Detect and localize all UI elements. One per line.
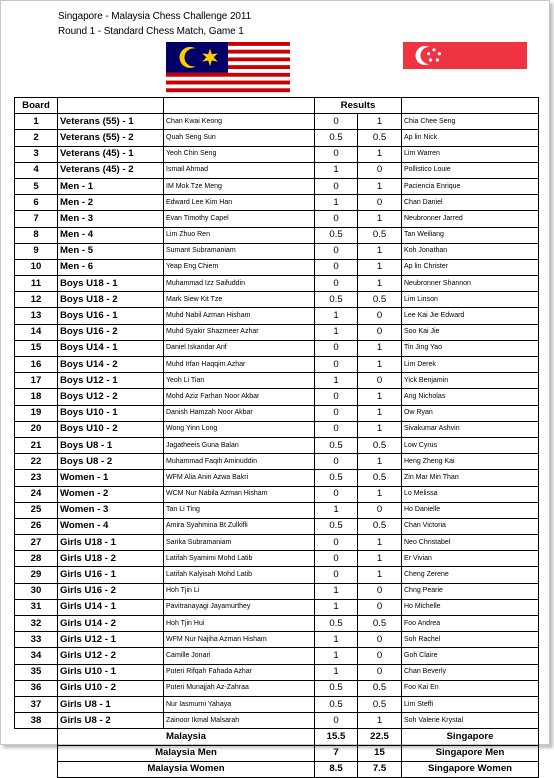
table-row xyxy=(15,454,539,470)
malaysia-player: WCM Nur Nabila Azman Hisham xyxy=(164,486,315,502)
board-number: 8 xyxy=(15,227,58,243)
table-row xyxy=(15,616,539,632)
total-score-singapore: 7.5 xyxy=(358,761,402,777)
malaysia-player: Sarika Subramaniam xyxy=(164,535,315,551)
table-row xyxy=(15,276,539,292)
malaysia-score: 1 xyxy=(315,583,358,599)
malaysia-player: Latifah Kalyisah Mohd Latib xyxy=(164,567,315,583)
malaysia-score: 0 xyxy=(315,454,358,470)
team-category: Boys U18 - 1 xyxy=(58,276,164,292)
singapore-score: 0.5 xyxy=(358,292,402,308)
singapore-score: 0 xyxy=(358,664,402,680)
malaysia-player: Ismail Ahmad xyxy=(164,162,315,178)
table-row xyxy=(15,227,539,243)
malaysia-score: 0.5 xyxy=(315,616,358,632)
table-row xyxy=(15,502,539,518)
singapore-score: 1 xyxy=(358,211,402,227)
malaysia-player: Muhd Nabil Azman Hisham xyxy=(164,308,315,324)
singapore-score: 1 xyxy=(358,340,402,356)
malaysia-score: 0 xyxy=(315,421,358,437)
board-number: 31 xyxy=(15,599,58,615)
results-table-body xyxy=(15,98,539,778)
malaysia-score: 0 xyxy=(315,276,358,292)
singapore-score: 0.5 xyxy=(358,696,402,712)
team-category: Girls U8 - 1 xyxy=(58,696,164,712)
table-row xyxy=(15,324,539,340)
singapore-player: Lee Kai Jie Edward xyxy=(402,308,539,324)
singapore-player: Koh Jonathan xyxy=(402,243,539,259)
table-row xyxy=(15,599,539,615)
singapore-player: Neubronner Jarred xyxy=(402,211,539,227)
team-category: Girls U16 - 2 xyxy=(58,583,164,599)
board-number: 33 xyxy=(15,632,58,648)
table-row xyxy=(15,632,539,648)
singapore-score: 0 xyxy=(358,583,402,599)
board-number: 10 xyxy=(15,259,58,275)
total-label-singapore: Singapore Women xyxy=(402,761,539,777)
team-category: Boys U14 - 2 xyxy=(58,357,164,373)
team-category: Boys U18 - 2 xyxy=(58,292,164,308)
table-row xyxy=(15,308,539,324)
team-category: Women - 4 xyxy=(58,518,164,534)
singapore-score: 0.5 xyxy=(358,680,402,696)
table-row xyxy=(15,664,539,680)
total-label-malaysia: Malaysia xyxy=(58,729,315,745)
singapore-score: 1 xyxy=(358,421,402,437)
malaysia-score: 0 xyxy=(315,486,358,502)
singapore-player: Ang Nicholas xyxy=(402,389,539,405)
malaysia-player: Muhammad Faqih Aminuddin xyxy=(164,454,315,470)
malaysia-score: 1 xyxy=(315,195,358,211)
malaysia-score: 1 xyxy=(315,324,358,340)
malaysia-score: 1 xyxy=(315,162,358,178)
malaysia-player: Quah Seng Sun xyxy=(164,130,315,146)
singapore-score: 1 xyxy=(358,486,402,502)
malaysia-score: 0.5 xyxy=(315,227,358,243)
singapore-player: Heng Zheng Kai xyxy=(402,454,539,470)
malaysia-score: 1 xyxy=(315,373,358,389)
board-number: 24 xyxy=(15,486,58,502)
singapore-score: 0 xyxy=(358,632,402,648)
malaysia-player: IM Mok Tze Meng xyxy=(164,178,315,194)
board-number: 22 xyxy=(15,454,58,470)
malaysia-score: 0 xyxy=(315,551,358,567)
malaysia-score: 0.5 xyxy=(315,130,358,146)
total-score-singapore: 22.5 xyxy=(358,729,402,745)
team-category: Boys U16 - 1 xyxy=(58,308,164,324)
board-number: 1 xyxy=(15,114,58,130)
singapore-score: 1 xyxy=(358,454,402,470)
malaysia-player: Yeoh Li Tian xyxy=(164,373,315,389)
malaysia-score: 0 xyxy=(315,535,358,551)
malaysia-score: 0 xyxy=(315,211,358,227)
table-row xyxy=(15,518,539,534)
board-number: 17 xyxy=(15,373,58,389)
malaysia-score: 0 xyxy=(315,389,358,405)
malaysia-player: Chan Kwai Keong xyxy=(164,114,315,130)
singapore-score: 0 xyxy=(358,162,402,178)
singapore-player: Yick Benjamin xyxy=(402,373,539,389)
singapore-player: Lim Derek xyxy=(402,357,539,373)
singapore-score: 0.5 xyxy=(358,518,402,534)
singapore-flag xyxy=(403,42,527,96)
team-category: Veterans (45) - 1 xyxy=(58,146,164,162)
team-category: Men - 6 xyxy=(58,259,164,275)
singapore-player: Lo Melissa xyxy=(402,486,539,502)
singapore-player: Chan Daniel xyxy=(402,195,539,211)
document-subtitle: Round 1 - Standard Chess Match, Game 1 xyxy=(58,26,244,37)
malaysia-score: 0.5 xyxy=(315,680,358,696)
team-category: Veterans (55) - 2 xyxy=(58,130,164,146)
singapore-score: 0 xyxy=(358,308,402,324)
malaysia-score: 0.5 xyxy=(315,292,358,308)
table-row xyxy=(15,211,539,227)
board-number: 6 xyxy=(15,195,58,211)
malaysia-player-header xyxy=(164,98,315,114)
singapore-player: Ow Ryan xyxy=(402,405,539,421)
team-category: Girls U18 - 2 xyxy=(58,551,164,567)
results-header: Results xyxy=(315,98,402,114)
singapore-score: 1 xyxy=(358,535,402,551)
table-row xyxy=(15,340,539,356)
singapore-player: Soo Kai Jie xyxy=(402,324,539,340)
team-category: Boys U14 - 1 xyxy=(58,340,164,356)
malaysia-score: 1 xyxy=(315,664,358,680)
malaysia-score: 0 xyxy=(315,567,358,583)
table-row xyxy=(15,551,539,567)
board-number: 13 xyxy=(15,308,58,324)
table-row xyxy=(15,437,539,453)
singapore-player: Goh Claire xyxy=(402,648,539,664)
singapore-score: 0 xyxy=(358,195,402,211)
malaysia-player: Muhd Syakir Shazmeer Azhar xyxy=(164,324,315,340)
team-category: Girls U10 - 1 xyxy=(58,664,164,680)
malaysia-score: 1 xyxy=(315,502,358,518)
total-label-singapore: Singapore Men xyxy=(402,745,539,761)
team-category: Boys U8 - 1 xyxy=(58,437,164,453)
table-row xyxy=(15,713,539,729)
table-row xyxy=(15,680,539,696)
singapore-player: Chng Pearie xyxy=(402,583,539,599)
total-score-singapore: 15 xyxy=(358,745,402,761)
table-row xyxy=(15,583,539,599)
table-row xyxy=(15,421,539,437)
malaysia-score: 1 xyxy=(315,648,358,664)
board-number: 9 xyxy=(15,243,58,259)
blank-cell xyxy=(15,745,58,761)
team-category: Men - 2 xyxy=(58,195,164,211)
singapore-player: Lim Warren xyxy=(402,146,539,162)
malaysia-player: Hoh Tjin Li xyxy=(164,583,315,599)
malaysia-player: Yeap Eng Chiem xyxy=(164,259,315,275)
total-label-malaysia: Malaysia Men xyxy=(58,745,315,761)
malaysia-score: 0 xyxy=(315,259,358,275)
team-category: Girls U10 - 2 xyxy=(58,680,164,696)
malaysia-score: 0 xyxy=(315,357,358,373)
singapore-player: Chan Victoria xyxy=(402,518,539,534)
team-category: Girls U14 - 1 xyxy=(58,599,164,615)
singapore-score: 0 xyxy=(358,648,402,664)
malaysia-player: Puteri Munajjah Az-Zahraa xyxy=(164,680,315,696)
malaysia-score: 0 xyxy=(315,146,358,162)
malaysia-flag xyxy=(166,42,290,96)
malaysia-player: Camille Jonari xyxy=(164,648,315,664)
malaysia-player: Danish Hamzah Noor Akbar xyxy=(164,405,315,421)
singapore-player: Foo Andrea xyxy=(402,616,539,632)
malaysia-player: Pavitranayagi Jayamurthey xyxy=(164,599,315,615)
singapore-player: Chia Chee Seng xyxy=(402,114,539,130)
results-table xyxy=(14,97,539,778)
board-number: 18 xyxy=(15,389,58,405)
board-number: 27 xyxy=(15,535,58,551)
team-category: Veterans (55) - 1 xyxy=(58,114,164,130)
malaysia-player: Zainoor Ikmal Malsarah xyxy=(164,713,315,729)
table-row xyxy=(15,162,539,178)
singapore-player: Neo Christabel xyxy=(402,535,539,551)
singapore-player: Sivakumar Ashvin xyxy=(402,421,539,437)
malaysia-player: Nur Iasmurni Yahaya xyxy=(164,696,315,712)
team-category: Boys U10 - 1 xyxy=(58,405,164,421)
board-number: 34 xyxy=(15,648,58,664)
team-category: Men - 4 xyxy=(58,227,164,243)
malaysia-player: Wong Yinn Long xyxy=(164,421,315,437)
malaysia-player: Mark Siew Kit Tze xyxy=(164,292,315,308)
board-number: 23 xyxy=(15,470,58,486)
malaysia-score: 0 xyxy=(315,178,358,194)
table-row xyxy=(15,486,539,502)
team-category: Girls U16 - 1 xyxy=(58,567,164,583)
singapore-score: 1 xyxy=(358,178,402,194)
table-row xyxy=(15,178,539,194)
team-category: Boys U10 - 2 xyxy=(58,421,164,437)
team-category: Girls U12 - 2 xyxy=(58,648,164,664)
team-category: Men - 5 xyxy=(58,243,164,259)
team-category: Men - 3 xyxy=(58,211,164,227)
table-row xyxy=(15,535,539,551)
malaysia-score: 0.5 xyxy=(315,696,358,712)
singapore-player: Soh Valerie Krystal xyxy=(402,713,539,729)
malaysia-score: 0.5 xyxy=(315,437,358,453)
singapore-score: 1 xyxy=(358,259,402,275)
table-row xyxy=(15,567,539,583)
team-category: Women - 3 xyxy=(58,502,164,518)
singapore-player: Zin Mar Min Than xyxy=(402,470,539,486)
blank-cell xyxy=(15,761,58,777)
board-number: 7 xyxy=(15,211,58,227)
singapore-player-header xyxy=(402,98,539,114)
singapore-player: Ap lin Christer xyxy=(402,259,539,275)
singapore-player: Low Cyrus xyxy=(402,437,539,453)
singapore-player: Pollistico Louie xyxy=(402,162,539,178)
malaysia-score: 0.5 xyxy=(315,518,358,534)
singapore-player: Foo Kai En xyxy=(402,680,539,696)
table-row xyxy=(15,146,539,162)
board-number: 25 xyxy=(15,502,58,518)
total-label-singapore: Singapore xyxy=(402,729,539,745)
malaysia-player: Yeoh Chin Seng xyxy=(164,146,315,162)
total-score-malaysia: 8.5 xyxy=(315,761,358,777)
team-category: Girls U12 - 1 xyxy=(58,632,164,648)
malaysia-player: Puteri Rifqah Fahada Azhar xyxy=(164,664,315,680)
team-category: Men - 1 xyxy=(58,178,164,194)
malaysia-player: WFM Nur Najiha Azman Hisham xyxy=(164,632,315,648)
document-title: Singapore - Malaysia Chess Challenge 2011 xyxy=(58,11,252,22)
table-row xyxy=(15,243,539,259)
malaysia-score: 1 xyxy=(315,599,358,615)
board-number: 15 xyxy=(15,340,58,356)
board-number: 4 xyxy=(15,162,58,178)
malaysia-player: Lim Zhuo Ren xyxy=(164,227,315,243)
team-category: Women - 2 xyxy=(58,486,164,502)
board-number: 26 xyxy=(15,518,58,534)
team-category: Girls U14 - 2 xyxy=(58,616,164,632)
singapore-player: Tin Jing Yao xyxy=(402,340,539,356)
board-number: 30 xyxy=(15,583,58,599)
malaysia-player: Hoh Tjin Hui xyxy=(164,616,315,632)
board-number: 32 xyxy=(15,616,58,632)
singapore-score: 1 xyxy=(358,567,402,583)
table-row xyxy=(15,696,539,712)
singapore-player: Neubronner Shannon xyxy=(402,276,539,292)
table-header-row xyxy=(15,98,539,114)
board-number: 2 xyxy=(15,130,58,146)
singapore-score: 0.5 xyxy=(358,470,402,486)
malaysia-player: Tan Li Ting xyxy=(164,502,315,518)
table-row xyxy=(15,292,539,308)
team-category: Boys U12 - 1 xyxy=(58,373,164,389)
singapore-player: Cheng Zerene xyxy=(402,567,539,583)
malaysia-score: 0 xyxy=(315,340,358,356)
board-number: 14 xyxy=(15,324,58,340)
blank-cell xyxy=(15,729,58,745)
singapore-player: Er Vivian xyxy=(402,551,539,567)
singapore-player: Lim Steffi xyxy=(402,696,539,712)
malaysia-score: 0 xyxy=(315,713,358,729)
board-number: 12 xyxy=(15,292,58,308)
total-score-malaysia: 7 xyxy=(315,745,358,761)
totals-row xyxy=(15,729,539,745)
board-number: 11 xyxy=(15,276,58,292)
singapore-score: 1 xyxy=(358,389,402,405)
board-number: 38 xyxy=(15,713,58,729)
malaysia-player: Latifah Syamimi Mohd Latib xyxy=(164,551,315,567)
board-number: 36 xyxy=(15,680,58,696)
singapore-score: 0.5 xyxy=(358,616,402,632)
board-number: 19 xyxy=(15,405,58,421)
table-row xyxy=(15,389,539,405)
totals-row xyxy=(15,745,539,761)
malaysia-player: Jagatheeis Guna Balan xyxy=(164,437,315,453)
singapore-player: Paciencia Enrique xyxy=(402,178,539,194)
singapore-score: 1 xyxy=(358,551,402,567)
team-category: Boys U16 - 2 xyxy=(58,324,164,340)
singapore-player: Ho Danielle xyxy=(402,502,539,518)
table-row xyxy=(15,259,539,275)
singapore-player: Lim Linson xyxy=(402,292,539,308)
board-number: 5 xyxy=(15,178,58,194)
board-number: 20 xyxy=(15,421,58,437)
malaysia-player: Amira Syahmina Bt Zulkifli xyxy=(164,518,315,534)
malaysia-player: Edward Lee Kim Han xyxy=(164,195,315,211)
malaysia-player: Evan Timothy Capel xyxy=(164,211,315,227)
team-category: Boys U12 - 2 xyxy=(58,389,164,405)
malaysia-player: Daniel Iskandar Arif xyxy=(164,340,315,356)
malaysia-player: Sumant Subramaniam xyxy=(164,243,315,259)
singapore-player: Ap lin Nick xyxy=(402,130,539,146)
singapore-score: 0 xyxy=(358,373,402,389)
team-category: Girls U8 - 2 xyxy=(58,713,164,729)
singapore-score: 0.5 xyxy=(358,437,402,453)
singapore-score: 1 xyxy=(358,114,402,130)
total-score-malaysia: 15.5 xyxy=(315,729,358,745)
singapore-score: 0 xyxy=(358,599,402,615)
board-number: 16 xyxy=(15,357,58,373)
table-row xyxy=(15,195,539,211)
malaysia-score: 1 xyxy=(315,632,358,648)
malaysia-score: 1 xyxy=(315,308,358,324)
singapore-score: 1 xyxy=(358,357,402,373)
malaysia-player: Muhammad Izz Saifuddin xyxy=(164,276,315,292)
team-category: Girls U18 - 1 xyxy=(58,535,164,551)
totals-row xyxy=(15,761,539,777)
singapore-score: 1 xyxy=(358,713,402,729)
singapore-player: Tan Weiliang xyxy=(402,227,539,243)
board-header: Board xyxy=(15,98,58,114)
singapore-score: 0 xyxy=(358,502,402,518)
board-number: 29 xyxy=(15,567,58,583)
board-number: 28 xyxy=(15,551,58,567)
malaysia-player: Muhd Irfan Haqqim Azhar xyxy=(164,357,315,373)
board-number: 3 xyxy=(15,146,58,162)
singapore-score: 1 xyxy=(358,243,402,259)
malaysia-score: 0 xyxy=(315,243,358,259)
singapore-score: 0.5 xyxy=(358,227,402,243)
team-category: Women - 1 xyxy=(58,470,164,486)
singapore-player: Chan Beverly xyxy=(402,664,539,680)
table-row xyxy=(15,405,539,421)
table-row xyxy=(15,648,539,664)
malaysia-score: 0.5 xyxy=(315,470,358,486)
singapore-score: 1 xyxy=(358,405,402,421)
table-row xyxy=(15,357,539,373)
team-category: Boys U8 - 2 xyxy=(58,454,164,470)
singapore-score: 0.5 xyxy=(358,130,402,146)
table-row xyxy=(15,130,539,146)
table-row xyxy=(15,114,539,130)
board-number: 21 xyxy=(15,437,58,453)
malaysia-score: 0 xyxy=(315,405,358,421)
team-header xyxy=(58,98,164,114)
table-row xyxy=(15,470,539,486)
singapore-score: 1 xyxy=(358,146,402,162)
team-category: Veterans (45) - 2 xyxy=(58,162,164,178)
singapore-score: 1 xyxy=(358,276,402,292)
board-number: 35 xyxy=(15,664,58,680)
malaysia-score: 0 xyxy=(315,114,358,130)
board-number: 37 xyxy=(15,696,58,712)
singapore-score: 0 xyxy=(358,324,402,340)
singapore-player: Ho Michelle xyxy=(402,599,539,615)
singapore-player: Soh Rachel xyxy=(402,632,539,648)
malaysia-player: Mohd Aziz Farhan Noor Akbar xyxy=(164,389,315,405)
malaysia-player: WFM Alia Anin Azwa Bakri xyxy=(164,470,315,486)
table-row xyxy=(15,373,539,389)
total-label-malaysia: Malaysia Women xyxy=(58,761,315,777)
